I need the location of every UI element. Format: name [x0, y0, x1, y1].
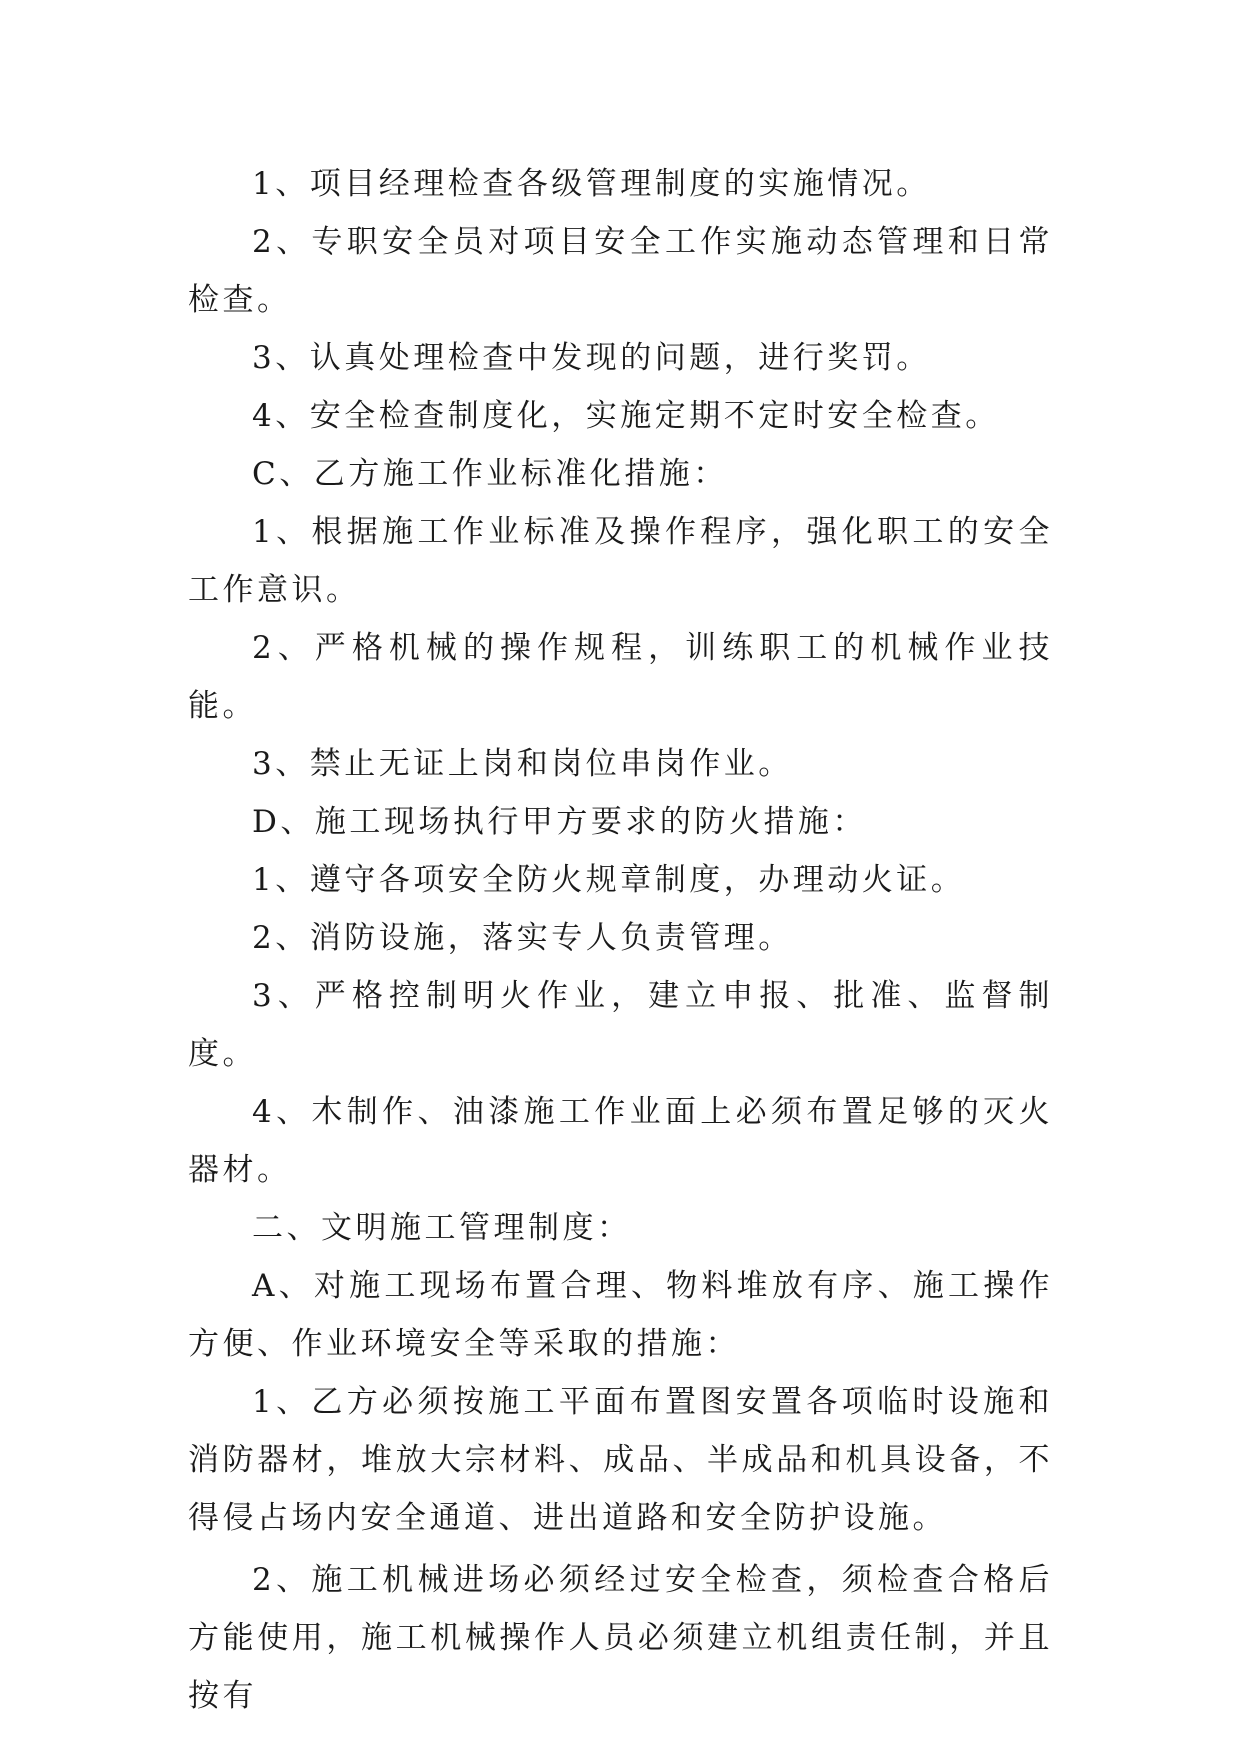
paragraph-1: 1、项目经理检查各级管理制度的实施情况。 — [252, 166, 931, 202]
paragraph-13: 4、木制作、油漆施工作业面上必须布置足够的灭火器材。 — [188, 1094, 1053, 1188]
section-heading-c: C、乙方施工作业标准化措施： — [252, 456, 728, 492]
section-heading-a: A、对施工现场布置合理、物料堆放有序、施工操作方便、作业环境安全等采取的措施： — [188, 1268, 1053, 1362]
document-body — [188, 155, 1053, 1725]
paragraph-10: 1、遵守各项安全防火规章制度，办理动火证。 — [252, 862, 966, 898]
paragraph-8: 3、禁止无证上岗和岗位串岗作业。 — [252, 746, 793, 782]
paragraph-11: 2、消防设施，落实专人负责管理。 — [252, 920, 793, 956]
paragraph-17: 2、施工机械进场必须经过安全检查，须检查合格后方能使用，施工机械操作人员必须建立机组责任制，并且按有 — [188, 1562, 1053, 1714]
paragraph-6: 1、根据施工作业标准及操作程序，强化职工的安全工作意识。 — [188, 514, 1053, 608]
section-heading-civilized-construction: 二、文明施工管理制度： — [252, 1210, 632, 1246]
paragraph-4: 4、安全检查制度化，实施定期不定时安全检查。 — [252, 398, 1000, 434]
section-heading-d: D、施工现场执行甲方要求的防火措施： — [252, 804, 867, 840]
paragraph-12: 3、严格控制明火作业，建立申报、批准、监督制度。 — [188, 978, 1053, 1072]
paragraph-3: 3、认真处理检查中发现的问题，进行奖罚。 — [252, 340, 931, 376]
paragraph-2: 2、专职安全员对项目安全工作实施动态管理和日常检查。 — [188, 224, 1053, 318]
paragraph-16: 1、乙方必须按施工平面布置图安置各项临时设施和消防器材，堆放大宗材料、成品、半成品和机具设备，不得侵占场内安全通道、进出道路和安全防护设施。 — [188, 1384, 1053, 1536]
paragraph-7: 2、严格机械的操作规程，训练职工的机械作业技能。 — [188, 630, 1053, 724]
